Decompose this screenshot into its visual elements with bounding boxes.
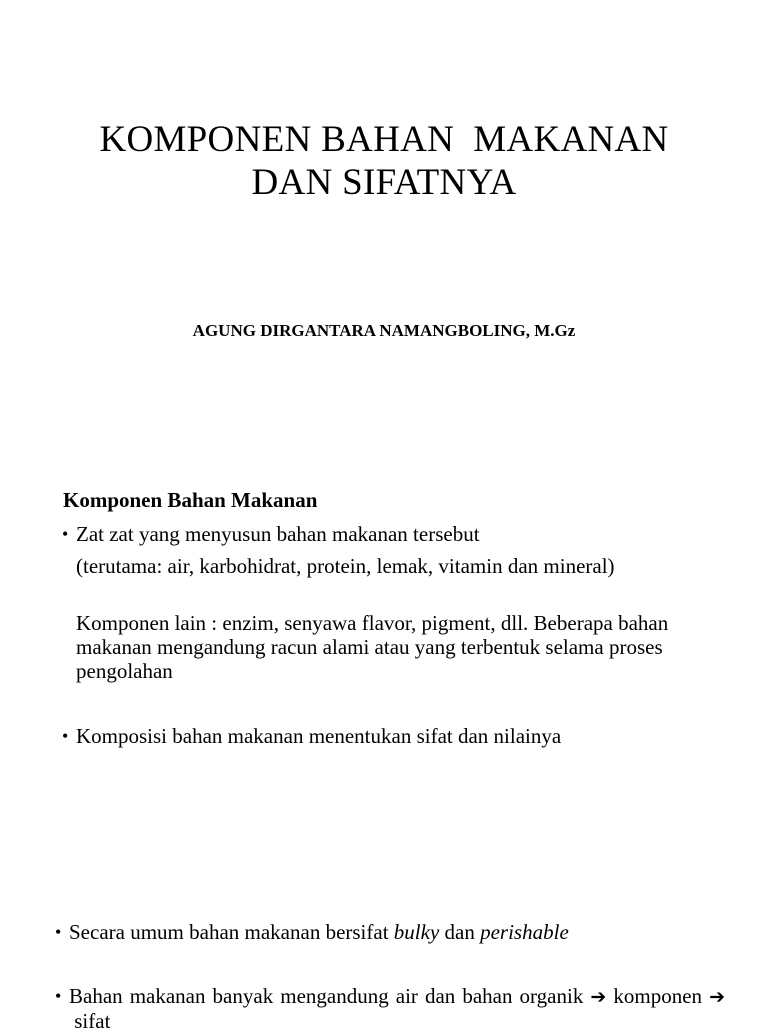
bullet-item [55,920,569,944]
bullet-text-part: sifat [69,1009,111,1033]
bullet-icon: • [55,986,62,1006]
bullet-text: Zat zat yang menyusun bahan makanan tersebut [76,522,480,546]
sub-paragraph: (terutama: air, karbohidrat, protein, lemak, vitamin dan mineral) [76,554,615,578]
bullet-item [55,984,725,1033]
slide-title [0,118,768,204]
bullet-icon: • [62,524,69,544]
bullet-text-italic: bulky [393,920,440,944]
bullet-text-italic: perishable [480,920,569,944]
title-line-1: KOMPONEN BAHAN MAKANAN [99,119,669,160]
bullet-text-prefix: Secara umum bahan makanan bersifat [69,920,394,944]
bullet-item [62,724,562,748]
title-line-2: DAN SIFATNYA [251,162,517,203]
bullet-item [62,522,480,546]
third-slide [0,900,768,1033]
title-slide [0,0,768,430]
bullet-icon: • [55,922,62,942]
section-heading: Komponen Bahan Makanan [63,488,318,512]
arrow-right-icon: ➔ [709,986,725,1008]
bullet-text-part: Bahan makanan banyak mengandung air dan bahan organik [69,984,591,1008]
bullet-text-mid: dan [439,920,481,944]
bullet-icon: • [62,726,69,746]
bullet-text-part: komponen [606,984,710,1008]
author-name: AGUNG DIRGANTARA NAMANGBOLING, M.Gz [192,321,576,340]
arrow-right-icon: ➔ [590,986,607,1008]
content-slide [0,480,768,780]
sub-paragraph: Komponen lain : enzim, senyawa flavor, pigment, dll. Beberapa bahan makanan mengandung racun alami atau yang terbentuk selama proses pengolahan [76,611,669,683]
bullet-text: Komposisi bahan makanan menentukan sifat dan nilainya [76,724,562,748]
